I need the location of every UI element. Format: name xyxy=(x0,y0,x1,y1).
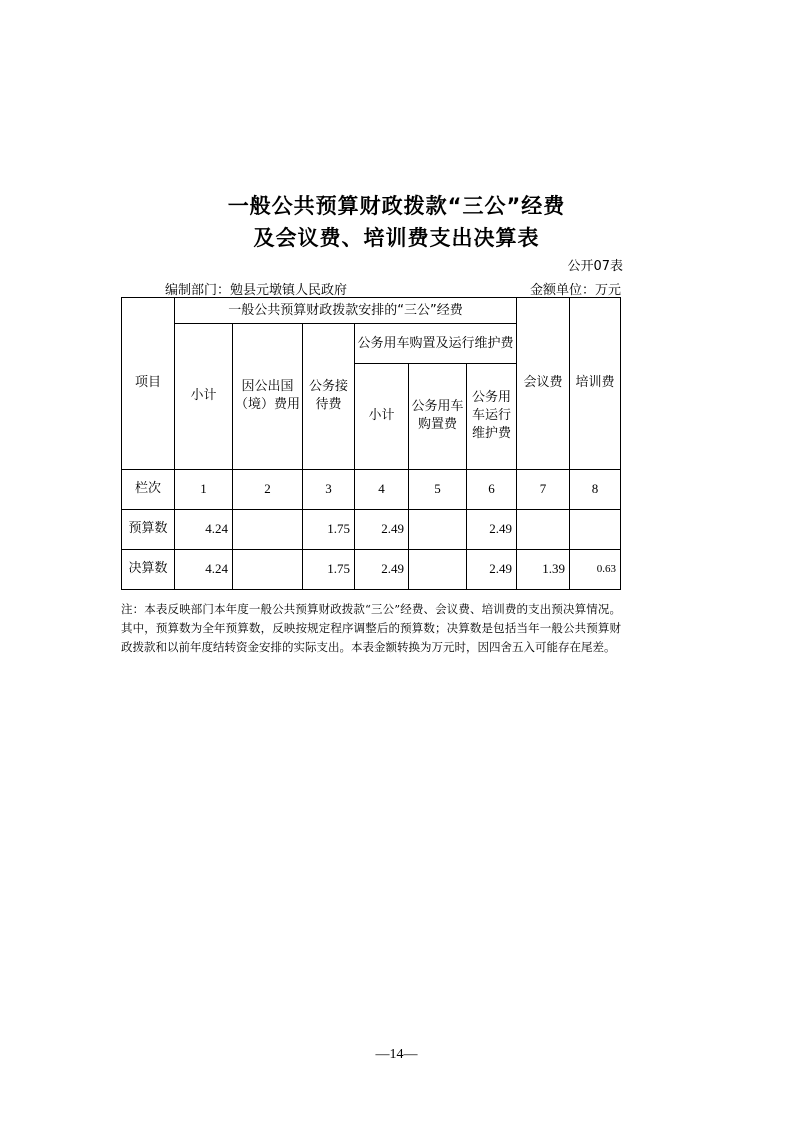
header-vehicle-group: 公务用车购置及运行维护费 xyxy=(355,324,517,364)
header-vehicle-purchase: 公务用车购置费 xyxy=(409,364,467,469)
budget-vehicle-subtotal: 2.49 xyxy=(355,509,409,549)
header-subtotal: 小计 xyxy=(175,324,233,469)
column-number: 8 xyxy=(570,469,621,509)
column-number: 5 xyxy=(409,469,467,509)
row-label-actual: 决算数 xyxy=(122,549,175,589)
expense-table xyxy=(121,297,621,590)
document-title-line-2: 及会议费、培训费支出决算表 xyxy=(253,226,540,250)
budget-vehicle-purchase xyxy=(409,509,467,549)
document-title-line-1: 一般公共预算财政拨款“三公”经费 xyxy=(227,194,566,218)
column-number: 1 xyxy=(175,469,233,509)
actual-training: 0.63 xyxy=(570,549,621,589)
actual-subtotal: 4.24 xyxy=(175,549,233,589)
actual-vehicle-purchase xyxy=(409,549,467,589)
actual-reception: 1.75 xyxy=(303,549,355,589)
budget-reception: 1.75 xyxy=(303,509,355,549)
budget-meeting xyxy=(517,509,570,549)
actual-abroad xyxy=(233,549,303,589)
column-number: 2 xyxy=(233,469,303,509)
column-number: 7 xyxy=(517,469,570,509)
column-number-label: 栏次 xyxy=(122,469,175,509)
column-number: 6 xyxy=(467,469,517,509)
column-number: 3 xyxy=(303,469,355,509)
table-code: 公开07表 xyxy=(567,259,623,274)
header-reception: 公务接待费 xyxy=(303,324,355,469)
header-abroad: 因公出国（境）费用 xyxy=(233,324,303,469)
header-item: 项目 xyxy=(122,298,175,470)
budget-training xyxy=(570,509,621,549)
unit-label: 金额单位：万元 xyxy=(529,283,621,298)
actual-vehicle-operation: 2.49 xyxy=(467,549,517,589)
budget-subtotal: 4.24 xyxy=(175,509,233,549)
table-note: 注：本表反映部门本年度一般公共预算财政拨款“三公”经费、会议费、培训费的支出预决算情况。其中，预算数为全年预算数，反映按规定程序调整后的预算数；决算数是包括当年一般公共预算财政拨款和以前年度结转资金安排的实际支出。本表金额转换为万元时，因四舍五入可能存在尾差。 xyxy=(121,602,621,654)
header-vehicle-subtotal: 小计 xyxy=(355,364,409,469)
header-vehicle-operation: 公务用车运行维护费 xyxy=(467,364,517,469)
budget-abroad xyxy=(233,509,303,549)
page-number: —14— xyxy=(375,1047,418,1062)
budget-vehicle-operation: 2.49 xyxy=(467,509,517,549)
row-label-budget: 预算数 xyxy=(122,509,175,549)
table-row-budget xyxy=(122,509,621,549)
column-number: 4 xyxy=(355,469,409,509)
header-meeting: 会议费 xyxy=(517,298,570,470)
actual-vehicle-subtotal: 2.49 xyxy=(355,549,409,589)
header-three-public-group: 一般公共预算财政拨款安排的“三公”经费 xyxy=(175,298,517,324)
department-label: 编制部门：勉县元墩镇人民政府 xyxy=(165,283,348,298)
actual-meeting: 1.39 xyxy=(517,549,570,589)
header-training: 培训费 xyxy=(570,298,621,470)
table-row-actual xyxy=(122,549,621,589)
